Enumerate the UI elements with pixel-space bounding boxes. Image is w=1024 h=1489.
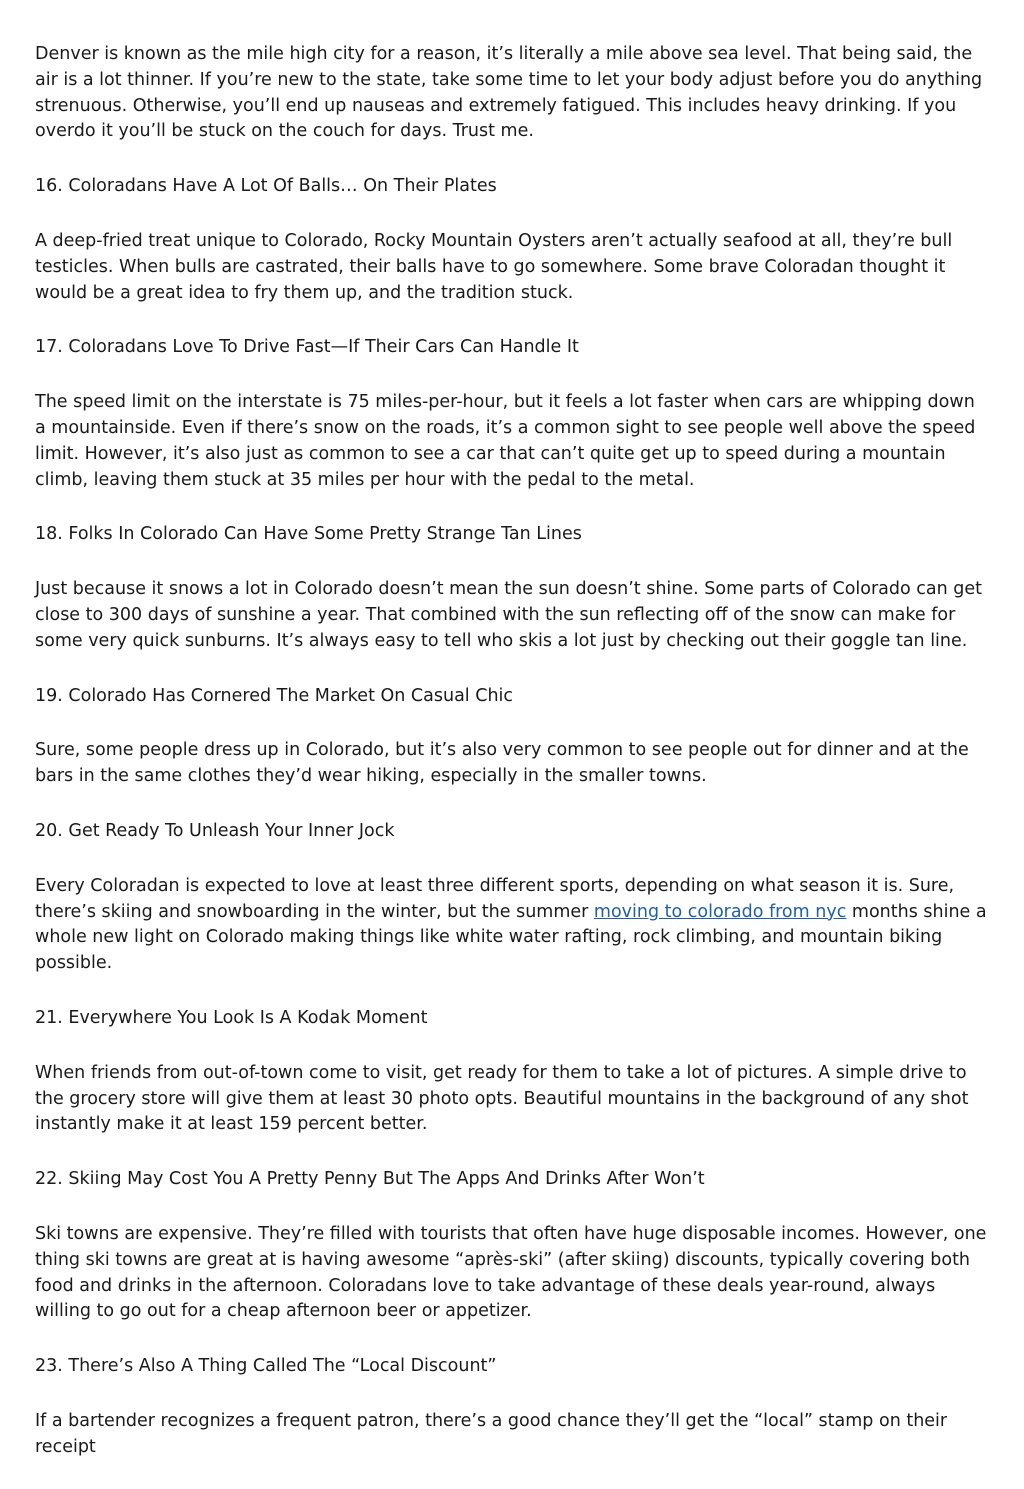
paragraph-20: [35, 874, 990, 977]
heading-19: 19. Colorado Has Cornered The Market On Casual Chic: [35, 685, 514, 706]
paragraph-18: Just because it snows a lot in Colorado doesn’t mean the sun doesn’t shine. Some parts of Colorado can get close to 300 days of sunshine a year. That combined with the sun reflecting off of the snow can make for some very quick sunburns. It’s always easy to tell who skis a lot just by checking out their goggle tan line.: [35, 579, 982, 651]
heading-17: 17. Coloradans Love To Drive Fast—If Their Cars Can Handle It: [35, 337, 579, 358]
heading-23: 23. There’s Also A Thing Called The “Local Discount”: [35, 1356, 497, 1377]
paragraph-20-text-after: months shine a whole new light on Colorado making things like white water rafting, rock climbing, and mountain biking possible.: [35, 901, 987, 974]
paragraph-22: Ski towns are expensive. They’re filled with tourists that often have huge disposable incomes. However, one thing ski towns are great at is having awesome “après-ski” (after skiing) discounts, typically covering both food and drinks in the afternoon. Coloradans love to take advantage of these deals year-round, always willing to go out for a cheap afternoon beer or appetizer.: [35, 1223, 987, 1322]
paragraph-17: The speed limit on the interstate is 75 miles-per-hour, but it feels a lot faster when cars are whipping down a mountainside. Even if there’s snow on the roads, it’s a common sight to see people well above the speed limit. However, it’s also just as common to see a car that can’t quite get up to speed during a mountain climb, leaving them stuck at 35 miles per hour with the pedal to the metal.: [35, 392, 976, 490]
heading-18: 18. Folks In Colorado Can Have Some Pretty Strange Tan Lines: [35, 524, 582, 545]
paragraph-20-text-before: Every Coloradan is expected to love at least three different sports, depending on what season it is. Sure, there’s skiing and snowboarding in the winter, but the summer: [35, 875, 955, 922]
paragraph-21: When friends from out-of-town come to visit, get ready for them to take a lot of pictures. A simple drive to the grocery store will give them at least 30 photo opts. Beautiful mountains in the background of any shot instantly make it at least 159 percent better.: [35, 1062, 969, 1135]
paragraph-altitude: Denver is known as the mile high city for a reason, it’s literally a mile above sea level. That being said, the air is a lot thinner. If you’re new to the state, take some time to let your body adjust before you do anything strenuous. Otherwise, you’ll end up nauseas and extremely fatigued. This includes heavy drinking. If you overdo it you’ll be stuck on the couch for days. Trust me.: [35, 44, 983, 142]
heading-21: 21. Everywhere You Look Is A Kodak Moment: [35, 1007, 428, 1028]
paragraph-19: Sure, some people dress up in Colorado, but it’s also very common to see people out for dinner and at the bars in the same clothes they’d wear hiking, especially in the smaller towns.: [35, 740, 969, 787]
moving-to-colorado-link[interactable]: moving to colorado from nyc: [593, 901, 847, 922]
heading-20: 20. Get Ready To Unleash Your Inner Jock: [35, 820, 395, 841]
article-body: [35, 42, 990, 1489]
paragraph-23: If a bartender recognizes a frequent patron, there’s a good chance they’ll get the “local” stamp on their receipt: [35, 1410, 948, 1457]
paragraph-16: A deep-fried treat unique to Colorado, Rocky Mountain Oysters aren’t actually seafood at all, they’re bull testicles. When bulls are castrated, their balls have to go somewhere. Some brave Coloradan thought it would be a great idea to fry them up, and the tradition stuck.: [35, 230, 953, 303]
heading-16: 16. Coloradans Have A Lot Of Balls… On Their Plates: [35, 176, 497, 197]
heading-22: 22. Skiing May Cost You A Pretty Penny But The Apps And Drinks After Won’t: [35, 1169, 705, 1190]
